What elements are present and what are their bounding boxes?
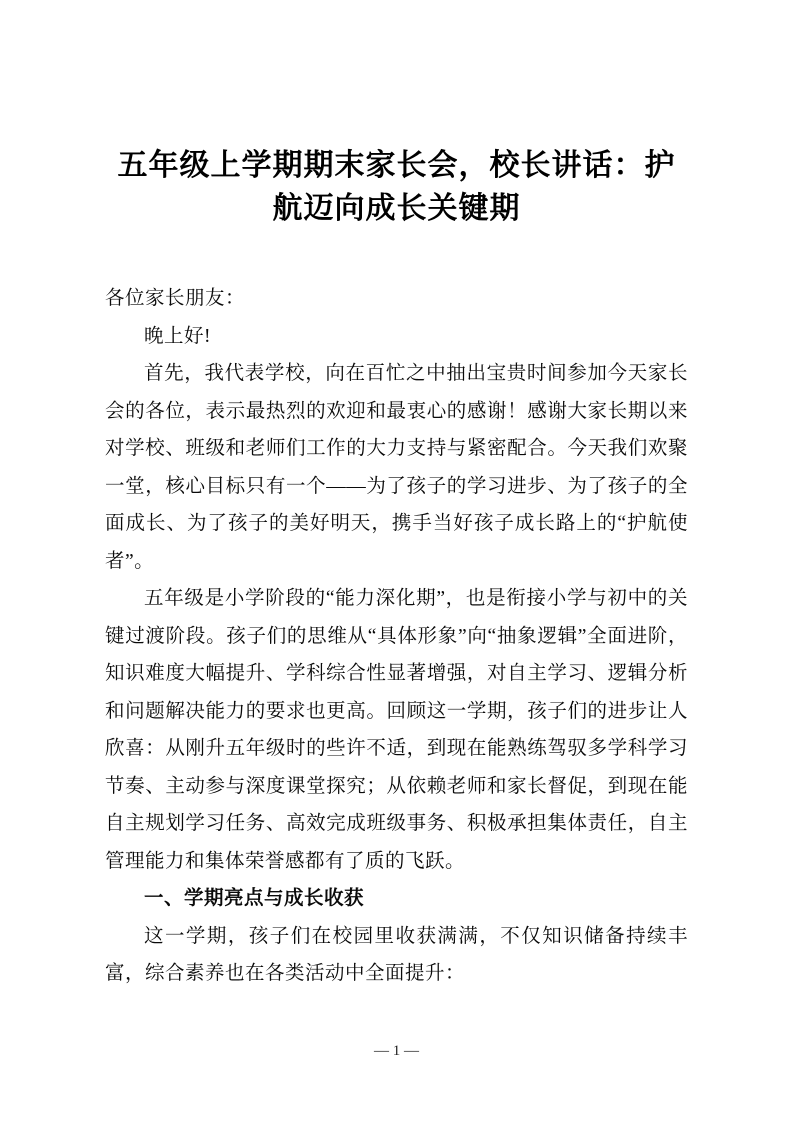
- paragraph-welcome-thanks: 首先，我代表学校，向在百忙之中抽出宝贵时间参加今天家长会的各位，表示最热烈的欢迎和最衷心的感谢！感谢大家长期以来对学校、班级和老师们工作的大力支持与紧密配合。今天我们欢聚一堂，核心目标只有一个——为了孩子的学习进步、为了孩子的全面成长、为了孩子的美好明天，携手当好孩子成长路上的“护航使者”。: [105, 363, 688, 572]
- page-number: — 1 —: [374, 1043, 419, 1059]
- salutation-line: 各位家长朋友：: [105, 288, 246, 310]
- greeting-line: 晚上好!: [144, 325, 211, 347]
- section-heading-semester-highlights: 一、学期亮点与成长收获: [144, 887, 365, 910]
- page-footer: [0, 1042, 793, 1060]
- paragraph-semester-gains-intro: 这一学期，孩子们在校园里收获满满，不仅知识储备持续丰富，综合素养也在各类活动中全面提升：: [105, 925, 688, 985]
- document-title: 五年级上学期期末家长会，校长讲话：护航迈向成长关键期: [117, 149, 676, 225]
- paragraph-grade5-transition: 五年级是小学阶段的“能力深化期”，也是衔接小学与初中的关键过渡阶段。孩子们的思维从“具体形象”向“抽象逻辑”全面进阶，知识难度大幅提升、学科综合性显著增强，对自主学习、逻辑分析和问题解决能力的要求也更高。回顾这一学期，孩子们的进步让人欣喜：从刚升五年级时的些许不适，到现在能熟练驾驭多学科学习节奏、主动参与深度课堂探究；从依赖老师和家长督促，到现在能自主规划学习任务、高效完成班级事务、积极承担集体责任，自主管理能力和集体荣誉感都有了质的飞跃。: [105, 588, 688, 872]
